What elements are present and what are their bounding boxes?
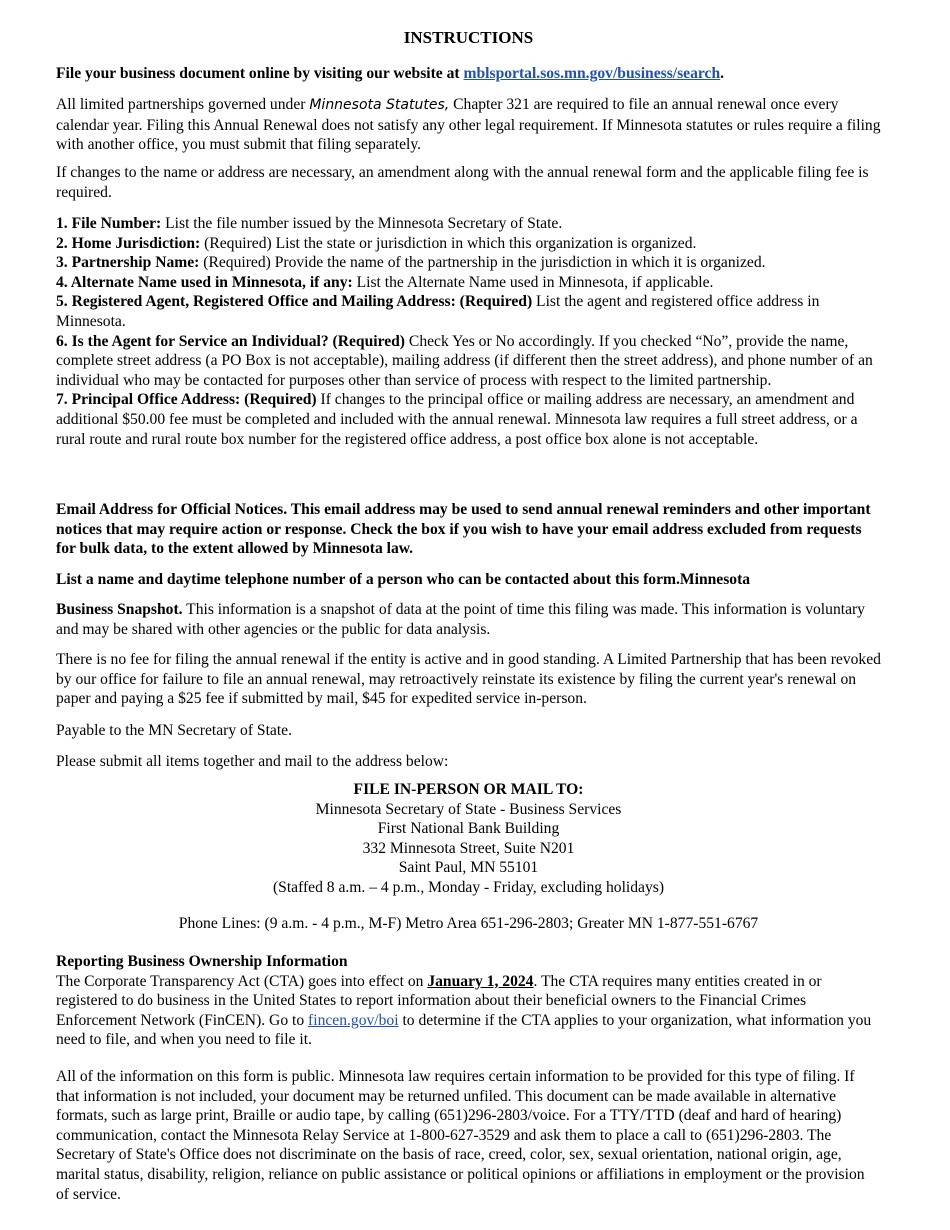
phone-lines: Phone Lines: (9 a.m. - 4 p.m., M-F) Metro Area 651-296-2803; Greater MN 1-877-551-6767 xyxy=(178,915,759,932)
statute-name: Minnesota Statutes, xyxy=(309,97,450,113)
mailing-address-block xyxy=(56,780,881,898)
snapshot-text: This information is a snapshot of data at the point of time this filing was made. This information is voluntary and may be shared with other agencies or the public for data analysis. xyxy=(56,601,865,638)
online-filing-paragraph xyxy=(56,64,881,84)
address-line: Saint Paul, MN 55101 xyxy=(398,859,539,877)
list-item: 1. File Number: List the file number issued by the Minnesota Secretary of State. xyxy=(56,215,563,232)
changes-paragraph: If changes to the name or address are necessary, an amendment along with the annual renewal form and the applicable filing fee is required. xyxy=(56,164,869,201)
ownership-section xyxy=(56,952,881,1050)
snapshot-label: Business Snapshot. xyxy=(56,601,183,618)
snapshot-paragraph xyxy=(56,600,881,639)
business-search-link[interactable]: mblsportal.sos.mn.gov/business/search xyxy=(463,65,721,82)
staffed-hours: (Staffed 8 a.m. – 4 p.m., Monday - Friday, excluding holidays) xyxy=(272,878,665,896)
cta-effective-date: January 1, 2024 xyxy=(427,972,534,990)
list-item: 4. Alternate Name used in Minnesota, if any: List the Alternate Name used in Minnesota, if applicable. xyxy=(56,273,714,291)
fincen-link[interactable]: fincen.gov/boi xyxy=(308,1011,399,1029)
list-item: 2. Home Jurisdiction: (Required) List the state or jurisdiction in which this organization is organized. xyxy=(56,234,697,252)
list-item: 5. Registered Agent, Registered Office and Mailing Address: (Required) List the agent and registered office address in Minnesota. xyxy=(56,293,820,330)
contact-paragraph: List a name and daytime telephone number of a person who can be contacted about this form.Minnesota xyxy=(56,571,751,588)
online-suffix: . xyxy=(720,65,725,82)
intro-post: Chapter 321 are required to file an annual renewal once every calendar year. Filing this Annual Renewal does not satisfy any other legal requirement. If Minnesota statutes or rules require a filing with another office, you must submit that filing separately. xyxy=(56,96,881,154)
numbered-instructions xyxy=(56,214,881,449)
list-item: 6. Is the Agent for Service an Individual? (Required) Check Yes or No accordingly. If you checked “No”, provide the name, complete street address (a PO Box is not acceptable), mailing address (if different then the street address), and phone number of an individual who may be contacted for purposes other than service of process with respect to the limited partnership. xyxy=(56,332,873,389)
address-heading: FILE IN-PERSON OR MAIL TO: xyxy=(353,781,584,798)
intro-paragraph xyxy=(56,95,881,155)
address-line: First National Bank Building xyxy=(377,820,560,838)
address-line: 332 Minnesota Street, Suite N201 xyxy=(362,839,575,857)
list-item: 3. Partnership Name: (Required) Provide the name of the partnership in the jurisdiction in which it is organized. xyxy=(56,254,766,272)
address-line: Minnesota Secretary of State - Business Services xyxy=(315,800,622,818)
intro-pre: All limited partnerships governed under xyxy=(56,96,310,113)
public-info-paragraph: All of the information on this form is public. Minnesota law requires certain information to be provided for this type of filing. If that information is not included, your document may be returned unfiled. This document can be made available in alternative formats, such as large print, Braille or audio tape, by calling (651)296-2803/voice. For a TTY/TTD (deaf and hard of hearing) communication, contact the Minnesota Relay Service at 1-800-627-3529 and ask them to place a call to (651)296-2803. The Secretary of State's Office does not discriminate on the basis of race, creed, color, sex, sexual orientation, national origin, age, marital status, disability, religion, reliance on public assistance or political opinions or affiliations in employment or the provision of service. xyxy=(56,1068,865,1203)
payable-paragraph: Payable to the MN Secretary of State. xyxy=(56,722,293,739)
submit-paragraph: Please submit all items together and mail to the address below: xyxy=(56,753,449,770)
page-title: INSTRUCTIONS xyxy=(403,28,534,47)
list-item: 7. Principal Office Address: (Required) If changes to the principal office or mailing address are necessary, an amendment and additional $50.00 fee must be completed and included with the annual renewal. Minnesota law requires a full street address, or a rural route and rural route box number for the registered office address, a post office box alone is not acceptable. xyxy=(56,391,858,448)
email-notice-paragraph: Email Address for Official Notices. This email address may be used to send annual renewal reminders and other important notices that may require action or response. Check the box if you wish to have your email address excluded from requests for bulk data, to the extent allowed by Minnesota law. xyxy=(56,501,871,558)
online-prefix: File your business document online by visiting our website at xyxy=(56,65,464,82)
fee-paragraph: There is no fee for filing the annual renewal if the entity is active and in good standing. A Limited Partnership that has been revoked by our office for failure to file an annual renewal, may retroactively reinstate its existence by filing the current year's renewal on paper and paying a $25 fee if submitted by mail, $45 for expedited service in-person. xyxy=(56,651,881,708)
ownership-text: The Corporate Transparency Act (CTA) goes into effect on January 1, 2024. The CTA requires many entities created in or registered to do business in the United States to report information about their beneficial owners to the Financial Crimes Enforcement Network (FinCEN). Go to fincen.gov/boi to determine if the CTA applies to your organization, what information you need to file, and when you need to file it. xyxy=(56,972,872,1049)
ownership-heading: Reporting Business Ownership Information xyxy=(56,953,348,970)
